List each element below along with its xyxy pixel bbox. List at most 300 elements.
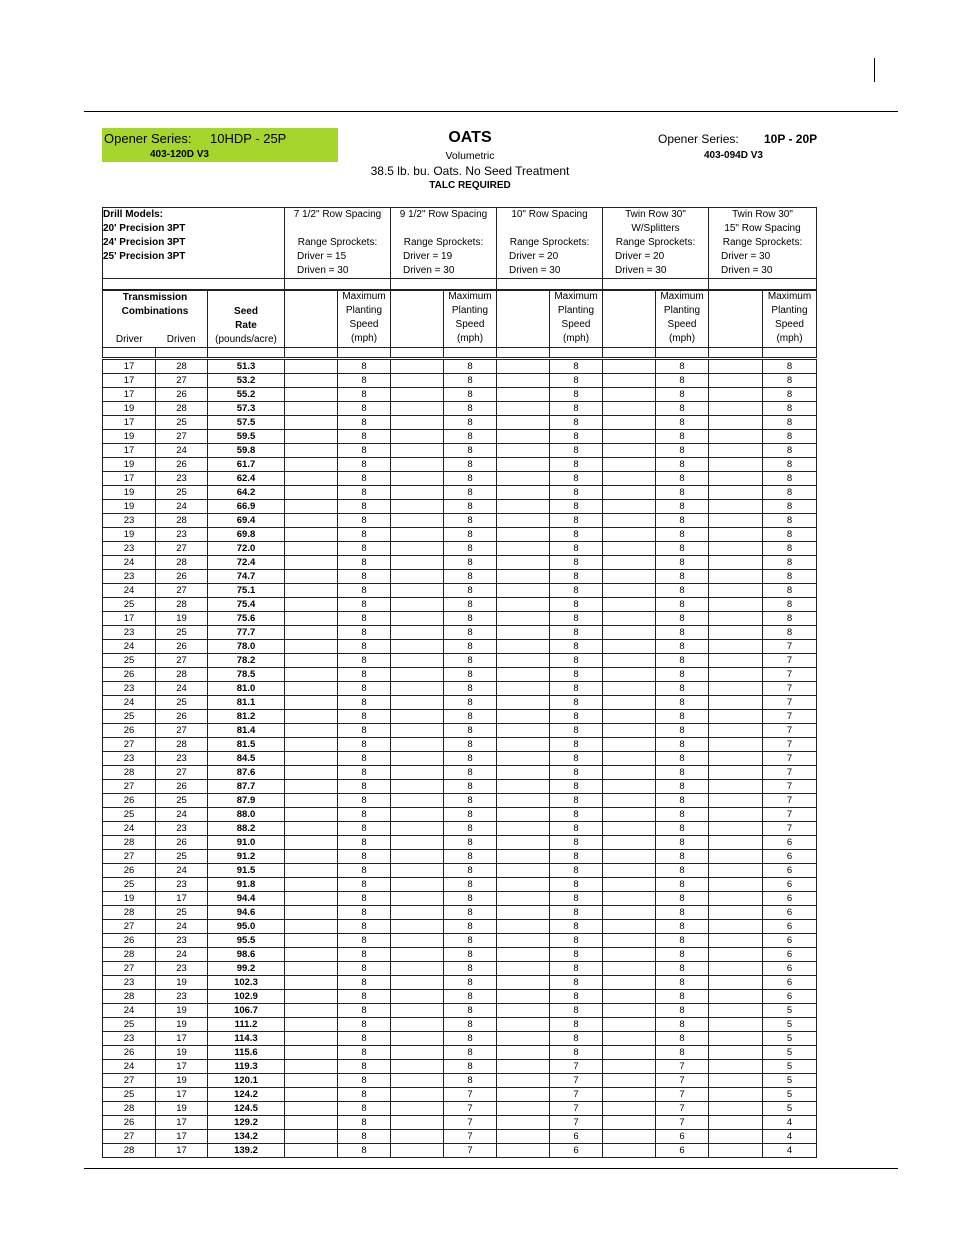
- max-speed-cell: 8: [444, 892, 497, 906]
- blank-cell: [391, 584, 444, 598]
- max-speed-header: [444, 290, 497, 348]
- max-speed-cell: 5: [763, 1060, 817, 1074]
- driver-cell: 27: [103, 1130, 156, 1144]
- driver-cell: 25: [103, 654, 156, 668]
- spacer-cell: [603, 348, 656, 358]
- max-speed-cell: 8: [550, 640, 603, 654]
- seed-rate-cell: 59.5: [208, 430, 285, 444]
- max-speed-cell: 8: [763, 626, 817, 640]
- blank-cell: [603, 402, 656, 416]
- blank-cell: [497, 1032, 550, 1046]
- max-speed-cell: 8: [444, 374, 497, 388]
- driven-cell: 17: [156, 1032, 208, 1046]
- max-speed-cell: 8: [338, 612, 391, 626]
- blank-cell: [497, 584, 550, 598]
- max-speed-cell: 8: [338, 486, 391, 500]
- max-speed-cell: 8: [338, 724, 391, 738]
- driver-cell: 28: [103, 1102, 156, 1116]
- driver-cell: 23: [103, 570, 156, 584]
- blank-cell: [391, 752, 444, 766]
- max-speed-cell: 8: [656, 822, 709, 836]
- blank-cell: [497, 668, 550, 682]
- max-speed-cell: 8: [550, 864, 603, 878]
- blank-cell: [709, 500, 763, 514]
- max-speed-cell: 8: [550, 612, 603, 626]
- right-series-value: 10P - 20P: [764, 132, 818, 146]
- blank-cell: [709, 1004, 763, 1018]
- talc-note: TALC REQUIRED: [429, 180, 511, 191]
- max-speed-cell: 8: [444, 1046, 497, 1060]
- blank-cell: [391, 836, 444, 850]
- driver-cell: 25: [103, 710, 156, 724]
- max-speed-cell: 7: [763, 752, 817, 766]
- table-row: [103, 458, 817, 472]
- bottom-rule: [84, 1168, 898, 1169]
- drill-model-item: 20' Precision 3PT: [103, 223, 186, 234]
- table-row: [103, 1102, 817, 1116]
- driven-cell: 25: [156, 416, 208, 430]
- blank-cell: [285, 1116, 338, 1130]
- max-speed-cell: 8: [656, 542, 709, 556]
- max-speed-cell: 8: [656, 766, 709, 780]
- blank-cell: [709, 1074, 763, 1088]
- max-speed-cell: 8: [550, 542, 603, 556]
- blank-cell: [603, 864, 656, 878]
- max-speed-cell: 6: [763, 948, 817, 962]
- table-body: [103, 360, 817, 1158]
- blank-cell: [709, 486, 763, 500]
- max-speed-cell: 8: [550, 1018, 603, 1032]
- max-speed-cell: 8: [656, 514, 709, 528]
- driver-cell: 27: [103, 920, 156, 934]
- blank-cell: [497, 906, 550, 920]
- max-speed-cell: 7: [444, 1144, 497, 1158]
- blank-cell: [603, 388, 656, 402]
- blank-cell: [497, 794, 550, 808]
- blank-cell: [603, 710, 656, 724]
- blank-cell: [391, 444, 444, 458]
- seed-rate-cell: 87.9: [208, 794, 285, 808]
- max-speed-cell: 8: [444, 640, 497, 654]
- top-rule: [84, 111, 898, 112]
- table-row: [103, 976, 817, 990]
- seed-rate-cell: 115.6: [208, 1046, 285, 1060]
- blank-cell: [497, 402, 550, 416]
- driven-cell: 27: [156, 542, 208, 556]
- seed-rate-cell: 81.2: [208, 710, 285, 724]
- blank-cell: [709, 542, 763, 556]
- driven-cell: 24: [156, 682, 208, 696]
- max-speed-cell: 8: [444, 542, 497, 556]
- max-speed-cell: 7: [763, 780, 817, 794]
- max-speed-cell: 8: [338, 388, 391, 402]
- blank-cell: [603, 780, 656, 794]
- blank-cell: [391, 822, 444, 836]
- blank-cell: [709, 808, 763, 822]
- max-speed-cell: 8: [338, 374, 391, 388]
- blank-cell: [497, 864, 550, 878]
- driver-cell: 26: [103, 668, 156, 682]
- max-speed-cell: 8: [338, 738, 391, 752]
- speed-line: Speed: [561, 319, 591, 330]
- seed-rate-cell: 94.4: [208, 892, 285, 906]
- max-speed-cell: 8: [656, 556, 709, 570]
- seed-rate-cell: 61.7: [208, 458, 285, 472]
- driven-cell: 28: [156, 668, 208, 682]
- blank-cell: [709, 528, 763, 542]
- max-speed-cell: 8: [656, 752, 709, 766]
- max-speed-cell: 8: [444, 626, 497, 640]
- blank-cell: [709, 878, 763, 892]
- max-speed-cell: 7: [763, 724, 817, 738]
- driven-cell: 25: [156, 794, 208, 808]
- max-speed-cell: 8: [444, 948, 497, 962]
- blank-cell: [709, 682, 763, 696]
- table-row: [103, 486, 817, 500]
- max-speed-cell: 6: [763, 836, 817, 850]
- blank-cell: [391, 514, 444, 528]
- max-speed-cell: 8: [763, 458, 817, 472]
- max-speed-cell: 6: [763, 962, 817, 976]
- spacer-cell: [709, 348, 763, 358]
- blank-cell: [391, 766, 444, 780]
- blank-cell: [285, 388, 338, 402]
- max-speed-cell: 8: [338, 584, 391, 598]
- max-speed-cell: 8: [444, 528, 497, 542]
- blank-cell: [603, 696, 656, 710]
- max-speed-cell: 8: [338, 710, 391, 724]
- blank-cell: [391, 668, 444, 682]
- max-speed-cell: 8: [338, 402, 391, 416]
- speed-line: Maximum: [767, 291, 812, 302]
- driven-cell: 28: [156, 402, 208, 416]
- seed-description: 38.5 lb. bu. Oats. No Seed Treatment: [370, 164, 570, 178]
- blank-cell: [285, 668, 338, 682]
- max-speed-cell: 8: [338, 1032, 391, 1046]
- speed-line: Speed: [455, 319, 485, 330]
- blank-cell: [603, 990, 656, 1004]
- blank-cell: [391, 1046, 444, 1060]
- driver-cell: 27: [103, 738, 156, 752]
- max-speed-cell: 7: [550, 1074, 603, 1088]
- driven-cell: 24: [156, 500, 208, 514]
- seed-rate-cell: 91.2: [208, 850, 285, 864]
- max-speed-cell: 8: [444, 780, 497, 794]
- driven-cell: 24: [156, 920, 208, 934]
- max-speed-cell: 7: [763, 766, 817, 780]
- spacing-title: 9 1/2" Row Spacing: [399, 209, 488, 220]
- max-speed-cell: 8: [656, 430, 709, 444]
- blank-cell: [391, 598, 444, 612]
- driven-cell: 19: [156, 1102, 208, 1116]
- max-speed-cell: 8: [656, 976, 709, 990]
- blank-cell: [603, 976, 656, 990]
- blank-cell: [285, 878, 338, 892]
- max-speed-cell: 8: [550, 514, 603, 528]
- blank-cell: [391, 1060, 444, 1074]
- blank-cell: [391, 906, 444, 920]
- max-speed-cell: 8: [550, 374, 603, 388]
- max-speed-cell: 5: [763, 1018, 817, 1032]
- blank-cell: [391, 948, 444, 962]
- max-speed-cell: 8: [550, 850, 603, 864]
- seed-rate-cell: 66.9: [208, 500, 285, 514]
- blank-header: [497, 290, 550, 348]
- driven-cell: 23: [156, 822, 208, 836]
- blank-cell: [497, 1130, 550, 1144]
- blank-cell: [391, 892, 444, 906]
- blank-cell: [603, 570, 656, 584]
- blank-cell: [497, 528, 550, 542]
- spacer-cell: [156, 348, 208, 358]
- blank-cell: [497, 416, 550, 430]
- blank-cell: [285, 1060, 338, 1074]
- spacer-cell: [550, 348, 603, 358]
- spacing-subtitle: [497, 222, 602, 236]
- blank-cell: [709, 976, 763, 990]
- table-row: [103, 472, 817, 486]
- blank-cell: [709, 360, 763, 374]
- blank-header: [709, 290, 763, 348]
- max-speed-cell: 8: [656, 640, 709, 654]
- blank-cell: [391, 794, 444, 808]
- blank-cell: [285, 360, 338, 374]
- blank-cell: [391, 1116, 444, 1130]
- blank-cell: [603, 766, 656, 780]
- blank-cell: [603, 850, 656, 864]
- blank-cell: [497, 486, 550, 500]
- table-row: [103, 1060, 817, 1074]
- page-subtitle: Volumetric: [445, 150, 495, 162]
- spacer-cell: [285, 348, 338, 358]
- max-speed-cell: 6: [763, 990, 817, 1004]
- max-speed-cell: 8: [656, 738, 709, 752]
- seed-rate-cell: 91.5: [208, 864, 285, 878]
- blank-cell: [603, 668, 656, 682]
- blank-cell: [709, 416, 763, 430]
- table-row: [103, 640, 817, 654]
- max-speed-cell: 8: [444, 990, 497, 1004]
- blank-cell: [709, 794, 763, 808]
- driver-cell: 23: [103, 542, 156, 556]
- drill-model-item: 25' Precision 3PT: [103, 251, 186, 262]
- blank-cell: [709, 1018, 763, 1032]
- max-speed-cell: 8: [656, 906, 709, 920]
- table-row: [103, 1004, 817, 1018]
- blank-cell: [285, 584, 338, 598]
- max-speed-cell: 8: [444, 556, 497, 570]
- max-speed-cell: 8: [656, 486, 709, 500]
- max-speed-cell: 8: [338, 360, 391, 374]
- max-speed-cell: 8: [550, 416, 603, 430]
- blank-cell: [603, 808, 656, 822]
- blank-cell: [603, 444, 656, 458]
- blank-cell: [603, 948, 656, 962]
- table-row: [103, 696, 817, 710]
- seed-rate-cell: 81.4: [208, 724, 285, 738]
- driver-cell: 23: [103, 682, 156, 696]
- seed-label: Seed: [234, 306, 258, 317]
- table-row: [103, 1046, 817, 1060]
- driven-cell: 24: [156, 864, 208, 878]
- max-speed-cell: 7: [763, 822, 817, 836]
- max-speed-cell: 8: [550, 668, 603, 682]
- blank-cell: [497, 472, 550, 486]
- max-speed-cell: 8: [444, 360, 497, 374]
- table-row: [103, 934, 817, 948]
- max-speed-cell: 8: [444, 836, 497, 850]
- blank-cell: [603, 514, 656, 528]
- blank-cell: [603, 654, 656, 668]
- blank-cell: [497, 752, 550, 766]
- table-row: [103, 668, 817, 682]
- driver-cell: 23: [103, 514, 156, 528]
- max-speed-cell: 8: [444, 962, 497, 976]
- table-row: [103, 892, 817, 906]
- blank-cell: [391, 556, 444, 570]
- max-speed-cell: 8: [656, 388, 709, 402]
- driver-cell: 19: [103, 486, 156, 500]
- range-driver: Driver = 19: [403, 251, 453, 262]
- blank-cell: [709, 850, 763, 864]
- range-label: Range Sprockets:: [297, 237, 378, 248]
- seed-rate-cell: 69.8: [208, 528, 285, 542]
- blank-cell: [391, 570, 444, 584]
- blank-cell: [497, 360, 550, 374]
- max-speed-cell: 8: [763, 528, 817, 542]
- max-speed-cell: 8: [338, 822, 391, 836]
- max-speed-cell: 8: [444, 752, 497, 766]
- blank-cell: [391, 416, 444, 430]
- driver-cell: 19: [103, 892, 156, 906]
- max-speed-cell: 6: [763, 892, 817, 906]
- driven-header: Driven: [166, 334, 196, 345]
- max-speed-cell: 8: [338, 808, 391, 822]
- blank-cell: [285, 696, 338, 710]
- blank-cell: [391, 920, 444, 934]
- driver-cell: 17: [103, 444, 156, 458]
- max-speed-cell: 8: [338, 906, 391, 920]
- blank-cell: [709, 892, 763, 906]
- blank-cell: [391, 486, 444, 500]
- seed-rate-cell: 62.4: [208, 472, 285, 486]
- blank-cell: [285, 458, 338, 472]
- max-speed-cell: 5: [763, 1088, 817, 1102]
- blank-cell: [285, 948, 338, 962]
- table-row: [103, 374, 817, 388]
- driver-cell: 23: [103, 976, 156, 990]
- blank-cell: [285, 374, 338, 388]
- max-speed-cell: 8: [550, 962, 603, 976]
- max-speed-cell: 8: [338, 528, 391, 542]
- blank-cell: [603, 1032, 656, 1046]
- max-speed-cell: 8: [338, 1102, 391, 1116]
- max-speed-cell: 8: [444, 570, 497, 584]
- page-margin-mark: [874, 58, 875, 82]
- blank-cell: [497, 1046, 550, 1060]
- blank-cell: [603, 906, 656, 920]
- max-speed-cell: 8: [656, 850, 709, 864]
- max-speed-cell: 8: [338, 682, 391, 696]
- blank-cell: [603, 542, 656, 556]
- driver-cell: 25: [103, 1018, 156, 1032]
- max-speed-cell: 8: [656, 1046, 709, 1060]
- seed-rate-cell: 53.2: [208, 374, 285, 388]
- table-row: [103, 822, 817, 836]
- blank-cell: [497, 934, 550, 948]
- max-speed-cell: 8: [550, 528, 603, 542]
- spacer-cell: [338, 348, 391, 358]
- blank-cell: [497, 500, 550, 514]
- driven-cell: 26: [156, 570, 208, 584]
- max-speed-cell: 8: [444, 1060, 497, 1074]
- blank-cell: [709, 724, 763, 738]
- seed-rate-cell: 106.7: [208, 1004, 285, 1018]
- blank-cell: [497, 990, 550, 1004]
- blank-cell: [285, 612, 338, 626]
- combinations-label: Combinations: [121, 306, 189, 317]
- driver-cell: 23: [103, 752, 156, 766]
- max-speed-cell: 8: [338, 1088, 391, 1102]
- blank-cell: [603, 724, 656, 738]
- driven-cell: 19: [156, 976, 208, 990]
- max-speed-cell: 8: [550, 584, 603, 598]
- spacer-cell: [208, 348, 285, 358]
- max-speed-cell: 8: [550, 360, 603, 374]
- blank-cell: [285, 1130, 338, 1144]
- max-speed-cell: 8: [550, 878, 603, 892]
- max-speed-cell: 8: [338, 430, 391, 444]
- speed-line: Maximum: [554, 291, 598, 302]
- blank-cell: [285, 682, 338, 696]
- driven-cell: 19: [156, 612, 208, 626]
- driver-cell: 25: [103, 808, 156, 822]
- blank-cell: [391, 976, 444, 990]
- driven-cell: 19: [156, 1018, 208, 1032]
- blank-cell: [391, 528, 444, 542]
- driver-cell: 19: [103, 402, 156, 416]
- max-speed-cell: 8: [656, 710, 709, 724]
- max-speed-cell: 8: [444, 864, 497, 878]
- max-speed-cell: 8: [763, 444, 817, 458]
- seed-rate-cell: 51.3: [208, 360, 285, 374]
- max-speed-cell: 8: [444, 808, 497, 822]
- table-row: [103, 836, 817, 850]
- max-speed-cell: 8: [444, 500, 497, 514]
- table-row: [103, 528, 817, 542]
- driver-cell: 26: [103, 934, 156, 948]
- driver-cell: 26: [103, 1116, 156, 1130]
- seed-rate-cell: 119.3: [208, 1060, 285, 1074]
- speed-line: Planting: [451, 305, 489, 316]
- driven-cell: 24: [156, 948, 208, 962]
- driven-cell: 28: [156, 360, 208, 374]
- blank-cell: [603, 1144, 656, 1158]
- blank-cell: [285, 850, 338, 864]
- drill-models-cell: [103, 208, 285, 279]
- seed-rate-cell: 64.2: [208, 486, 285, 500]
- blank-cell: [603, 626, 656, 640]
- max-speed-cell: 4: [763, 1130, 817, 1144]
- blank-cell: [391, 1144, 444, 1158]
- blank-cell: [285, 444, 338, 458]
- max-speed-cell: 8: [550, 906, 603, 920]
- max-speed-cell: 8: [444, 1018, 497, 1032]
- table-row: [103, 626, 817, 640]
- max-speed-cell: 7: [550, 1116, 603, 1130]
- max-speed-cell: 6: [656, 1144, 709, 1158]
- blank-cell: [497, 766, 550, 780]
